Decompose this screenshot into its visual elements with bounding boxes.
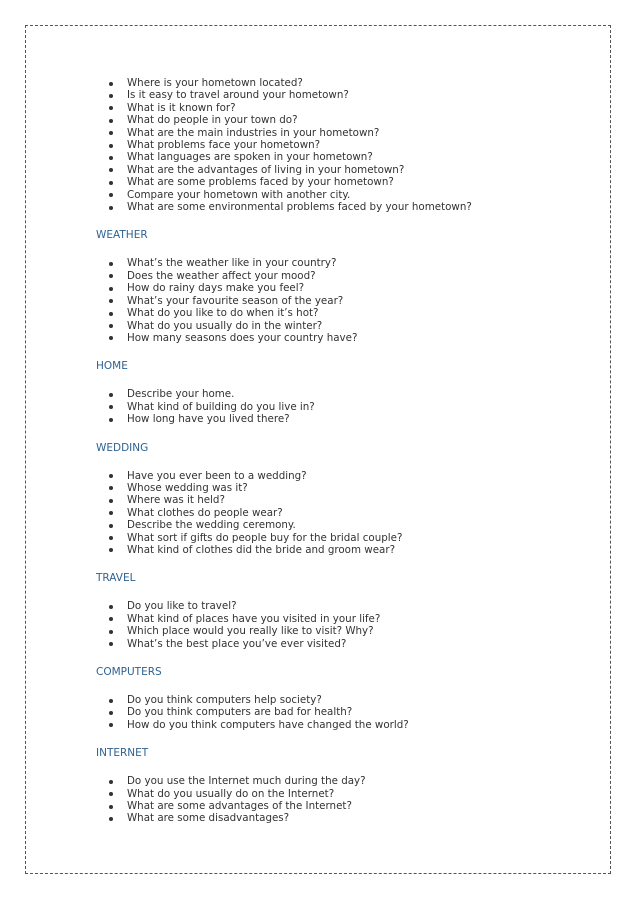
list-item [96, 625, 596, 637]
list-item [96, 812, 596, 824]
bullet-icon [109, 711, 113, 715]
computers-question-list [96, 694, 596, 731]
question-text: What sort if gifts do people buy for the bridal couple? [127, 531, 403, 544]
list-item [96, 401, 596, 413]
bullet-icon [109, 780, 113, 784]
list-item [96, 470, 596, 482]
question-text: Have you ever been to a wedding? [127, 469, 307, 482]
question-text: How do you think computers have changed the world? [127, 718, 409, 731]
bullet-icon [109, 524, 113, 528]
list-item [96, 127, 596, 139]
list-item [96, 775, 596, 787]
list-item [96, 332, 596, 344]
question-text: What is it known for? [127, 101, 236, 114]
list-item [96, 600, 596, 612]
question-text: Do you think computers help society? [127, 694, 322, 706]
bullet-icon [109, 168, 113, 172]
bullet-icon [109, 106, 113, 110]
question-text: What’s the weather like in your country? [127, 257, 337, 270]
list-item [96, 307, 596, 319]
section-heading-weather: WEATHER [96, 229, 148, 242]
bullet-icon [109, 817, 113, 821]
bullet-icon [109, 805, 113, 809]
bullet-icon [109, 274, 113, 278]
list-item [96, 719, 596, 731]
list-item [96, 257, 596, 269]
question-text: What kind of building do you live in? [127, 400, 315, 413]
bullet-icon [109, 299, 113, 303]
question-text: What do people in your town do? [127, 114, 298, 127]
question-text: Where is your hometown located? [127, 77, 303, 89]
bullet-icon [109, 82, 113, 86]
question-text: Do you like to travel? [127, 600, 237, 613]
list-item [96, 482, 596, 494]
list-item [96, 320, 596, 332]
question-text: What languages are spoken in your hometown? [127, 151, 373, 164]
section-heading-home: HOME [96, 360, 128, 373]
list-item [96, 77, 596, 89]
question-text: Does the weather affect your mood? [127, 269, 316, 282]
weather-question-list [96, 257, 596, 344]
question-text: What’s your favourite season of the year? [127, 294, 344, 307]
question-text: Compare your hometown with another city. [127, 188, 351, 201]
bullet-icon [109, 393, 113, 397]
bullet-icon [109, 206, 113, 210]
list-item [96, 295, 596, 307]
list-item [96, 507, 596, 519]
question-text: Do you think computers are bad for health? [127, 706, 353, 719]
list-item [96, 151, 596, 163]
bullet-icon [109, 119, 113, 123]
bullet-icon [109, 474, 113, 478]
list-item [96, 494, 596, 506]
question-text: What kind of places have you visited in your life? [127, 612, 381, 625]
question-text: How do rainy days make you feel? [127, 282, 305, 295]
list-item [96, 613, 596, 625]
list-item [96, 694, 596, 706]
bullet-icon [109, 262, 113, 266]
document-content [96, 77, 596, 825]
bullet-icon [109, 312, 113, 316]
question-text: What are the main industries in your hometown? [127, 126, 380, 139]
bullet-icon [109, 499, 113, 503]
bullet-icon [109, 418, 113, 422]
list-item [96, 282, 596, 294]
bullet-icon [109, 536, 113, 540]
question-text: What do you usually do in the winter? [127, 319, 323, 332]
question-text: What’s the best place you’ve ever visited? [127, 637, 347, 650]
list-item [96, 788, 596, 800]
bullet-icon [109, 287, 113, 291]
question-text: What kind of clothes did the bride and groom wear? [127, 543, 396, 556]
bullet-icon [109, 548, 113, 552]
bullet-icon [109, 405, 113, 409]
section-heading-computers: COMPUTERS [96, 666, 162, 678]
question-text: Is it easy to travel around your hometown? [127, 89, 349, 102]
list-item [96, 532, 596, 544]
section-heading-wedding: WEDDING [96, 441, 149, 454]
list-item [96, 706, 596, 718]
question-text: Do you use the Internet much during the day? [127, 775, 366, 788]
list-item [96, 102, 596, 114]
bullet-icon [109, 181, 113, 185]
bullet-icon [109, 605, 113, 609]
list-item [96, 201, 596, 213]
list-item [96, 270, 596, 282]
question-text: How many seasons does your country have? [127, 331, 358, 344]
list-item [96, 800, 596, 812]
question-text: How long have you lived there? [127, 413, 290, 426]
question-text: What are some advantages of the Internet? [127, 800, 352, 813]
question-text: What do you like to do when it’s hot? [127, 307, 319, 320]
question-text: Describe your home. [127, 388, 235, 401]
internet-question-list [96, 775, 596, 825]
wedding-question-list [96, 470, 596, 557]
bullet-icon [109, 486, 113, 490]
question-text: What problems face your hometown? [127, 139, 321, 152]
list-item [96, 139, 596, 151]
list-item [96, 544, 596, 556]
bullet-icon [109, 630, 113, 634]
list-item [96, 388, 596, 400]
section-heading-internet: INTERNET [96, 747, 149, 760]
bullet-icon [109, 792, 113, 796]
bullet-icon [109, 193, 113, 197]
list-item [96, 189, 596, 201]
question-text: Describe the wedding ceremony. [127, 519, 296, 532]
bullet-icon [109, 131, 113, 135]
bullet-icon [109, 324, 113, 328]
question-text: What are some environmental problems faced by your hometown? [127, 201, 472, 214]
bullet-icon [109, 144, 113, 148]
question-text: Where was it held? [127, 494, 225, 507]
question-text: Which place would you really like to visit? Why? [127, 625, 374, 638]
home-question-list [96, 388, 596, 425]
bullet-icon [109, 511, 113, 515]
bullet-icon [109, 336, 113, 340]
intro-question-list [96, 77, 596, 213]
bullet-icon [109, 699, 113, 703]
question-text: What are the advantages of living in your hometown? [127, 163, 405, 176]
section-heading-travel: TRAVEL [96, 572, 136, 585]
bullet-icon [109, 156, 113, 160]
bullet-icon [109, 617, 113, 621]
list-item [96, 114, 596, 126]
list-item [96, 638, 596, 650]
list-item [96, 89, 596, 101]
bullet-icon [109, 723, 113, 727]
question-text: What are some problems faced by your hometown? [127, 176, 394, 189]
list-item [96, 176, 596, 188]
question-text: What do you usually do on the Internet? [127, 787, 335, 800]
question-text: Whose wedding was it? [127, 481, 248, 494]
question-text: What are some disadvantages? [127, 812, 290, 825]
list-item [96, 164, 596, 176]
travel-question-list [96, 600, 596, 650]
list-item [96, 519, 596, 531]
bullet-icon [109, 642, 113, 646]
list-item [96, 413, 596, 425]
question-text: What clothes do people wear? [127, 506, 283, 519]
bullet-icon [109, 94, 113, 98]
